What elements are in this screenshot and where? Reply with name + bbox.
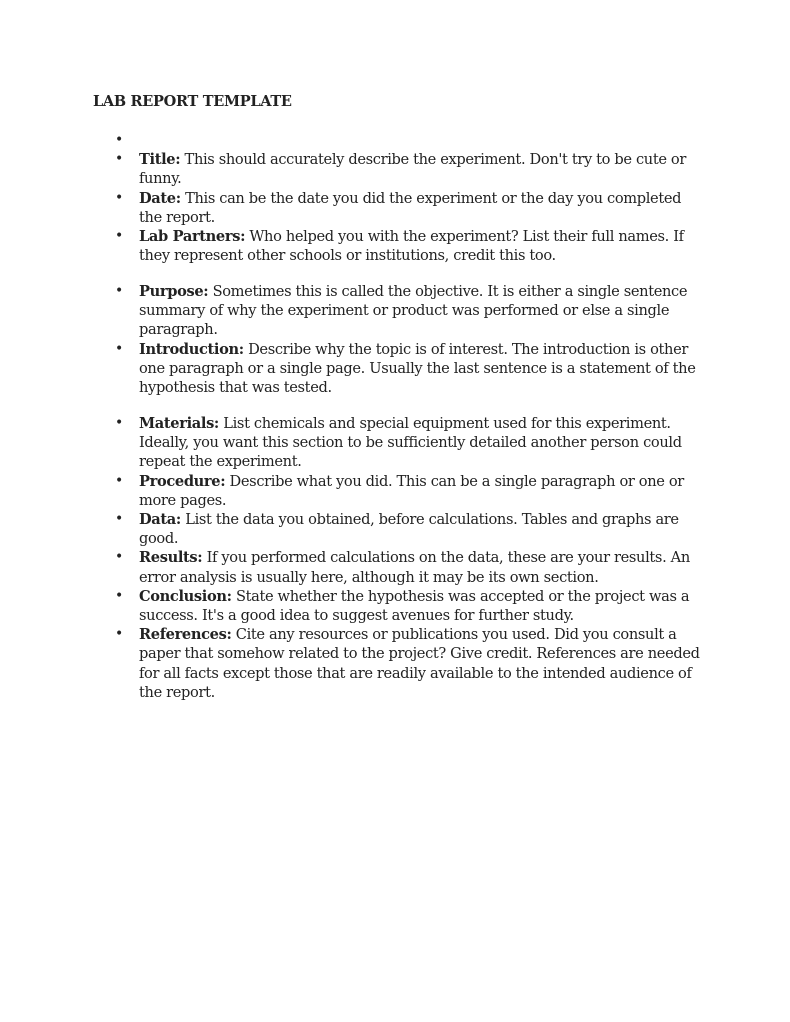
item-label: Purpose: [139,283,209,300]
item-label: Title: [139,151,181,169]
list-item-references [0,625,704,702]
item-label: References: [139,626,232,644]
list-item-empty [0,131,704,150]
item-text: Cite any resources or publications you used. Did you consult a paper that somehow related to the project? Give credit. References are needed for all facts except those that are readily available to the intended audience of the report. [139,626,700,701]
list-item-date [0,189,704,227]
item-label: Conclusion: [139,587,232,605]
item-text: List chemicals and special equipment used for this experiment. Ideally, you want this section to be sufficiently detailed another person could repeat the experiment. [139,415,682,471]
document-title: LAB REPORT TEMPLATE [93,93,292,110]
list-item-title [0,150,704,188]
item-text: Describe what you did. This can be a single paragraph or one or more pages. [139,472,684,509]
bullet-icon: • [115,472,123,489]
item-label: Materials: [139,415,219,432]
list-item-purpose [0,282,704,340]
item-label: Results: [139,549,203,567]
list-item-data [0,510,704,548]
item-text: If you performed calculations on the data, these are your results. An error analysis is usually here, although it may be its own section. [139,549,690,586]
item-text: Sometimes this is called the objective. It is either a single sentence summary of why the experiment or product was performed or else a single paragraph. [139,283,688,339]
bullet-list-group-1 [0,131,790,265]
bullet-icon: • [115,283,123,299]
bullet-icon: • [115,228,123,244]
bullet-icon: • [115,626,123,643]
bullet-icon: • [115,189,123,206]
bullet-icon: • [115,511,123,528]
list-item-procedure [0,472,704,510]
bullet-icon: • [115,340,123,357]
item-label: Introduction: [139,340,244,358]
item-label: Lab Partners: [139,228,246,245]
item-label: Procedure: [139,472,226,490]
list-item-results [0,548,704,586]
item-text: List the data you obtained, before calculations. Tables and graphs are good. [139,511,679,548]
bullet-icon: • [115,587,123,604]
list-item-lab-partners [0,227,704,265]
bullet-icon: • [115,132,123,148]
item-text: Describe why the topic is of interest. The introduction is other one paragraph or a single page. Usually the last sentence is a statement of the hypothesis that was tested. [139,340,696,397]
list-item-conclusion [0,587,704,625]
bullet-icon: • [115,415,123,431]
item-text: This can be the date you did the experiment or the day you completed the report. [139,189,682,226]
list-item-materials [0,414,704,472]
bullet-icon: • [115,151,123,168]
item-text: State whether the hypothesis was accepted or the project was a success. It's a good idea to suggest avenues for further study. [139,587,690,625]
bullet-list-group-3 [0,414,790,702]
bullet-icon: • [115,549,123,566]
item-text: This should accurately describe the experiment. Don't try to be cute or funny. [139,151,686,188]
list-item-introduction [0,340,704,398]
item-label: Date: [139,189,181,207]
item-text: Who helped you with the experiment? List their full names. If they represent other schools or institutions, credit this too. [139,228,684,265]
bullet-list-group-2 [0,282,790,397]
item-label: Data: [139,511,181,529]
